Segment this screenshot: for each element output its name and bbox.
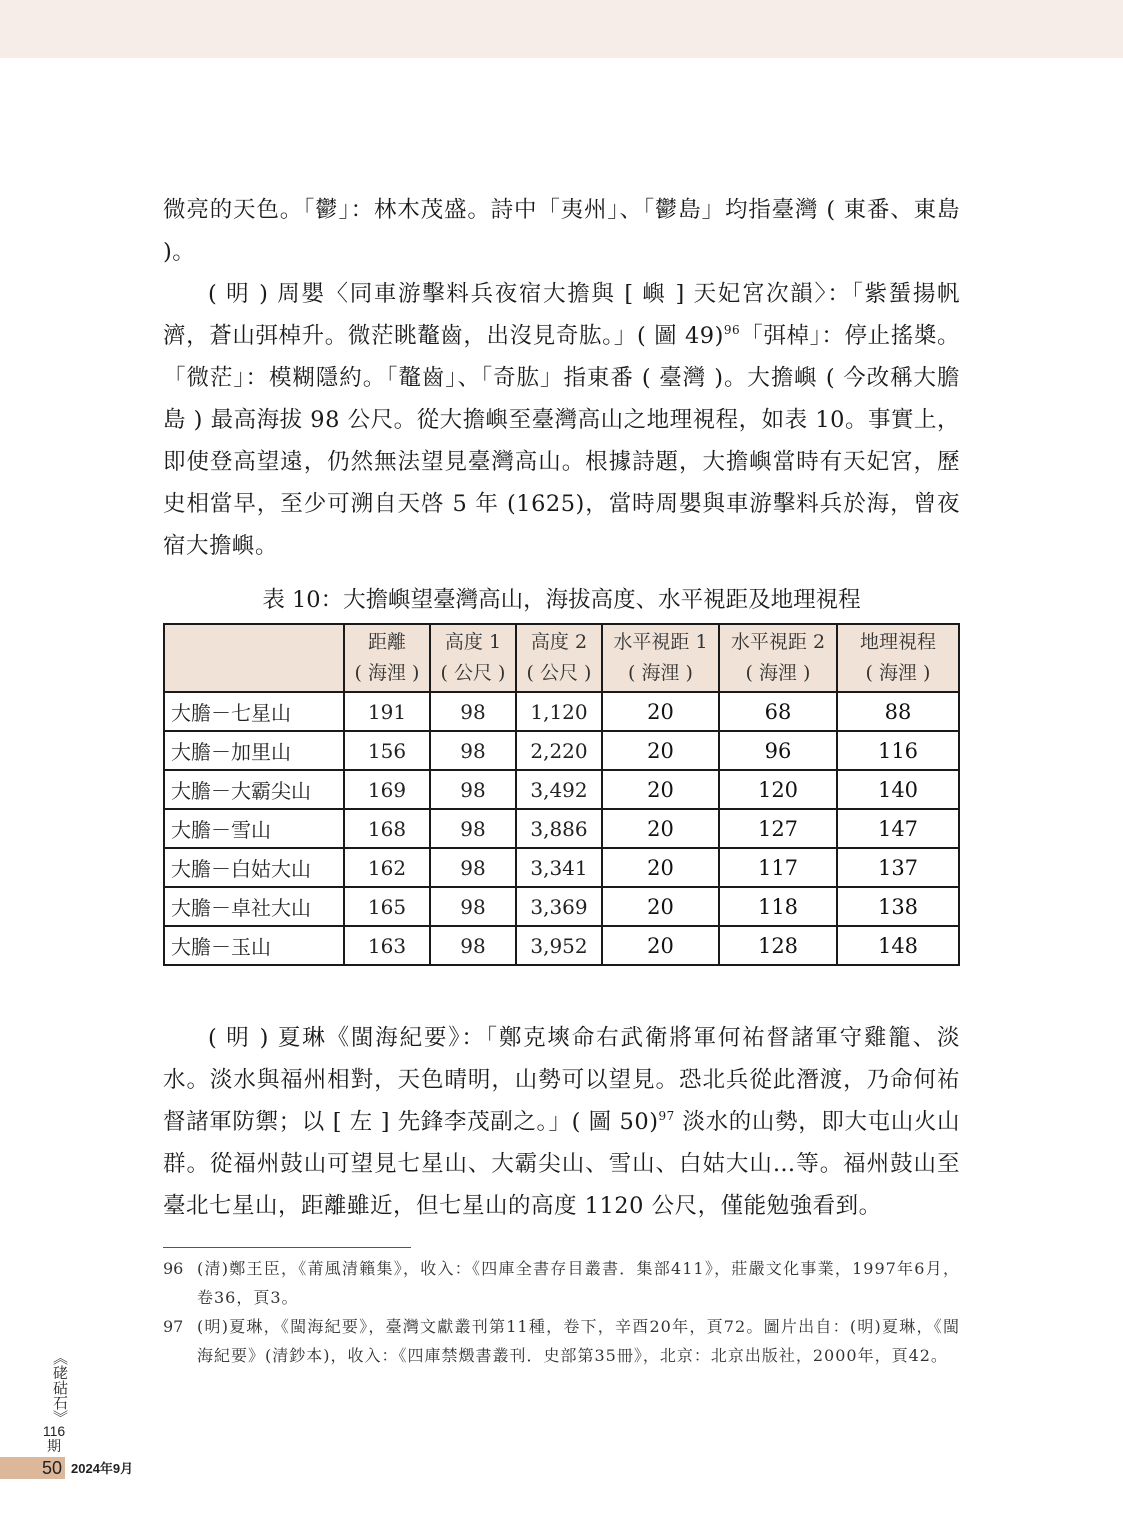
table-header-row <box>164 624 959 692</box>
issue-date: 2024年9月 <box>71 1461 134 1476</box>
height2-cell: 3,886 <box>516 809 602 848</box>
hvd1-cell: 20 <box>602 848 719 887</box>
footnote-text: (清)鄭王臣，《莆風清籟集》，收入：《四庫全書存目叢書．集部411》，莊嚴文化事業，1997年6月，卷36，頁3。 <box>197 1259 960 1307</box>
header-cell-height2: 高度 2 ( 公尺 ) <box>516 624 602 692</box>
route-cell: 大膽－七星山 <box>164 692 344 731</box>
route-cell: 大膽－雪山 <box>164 809 344 848</box>
table-body <box>164 692 959 965</box>
hvd1-cell: 20 <box>602 809 719 848</box>
geo-range-cell: 147 <box>837 809 959 848</box>
height1-cell: 98 <box>430 887 516 926</box>
route-cell: 大膽－白姑大山 <box>164 848 344 887</box>
hvd1-cell: 20 <box>602 770 719 809</box>
height2-cell: 3,341 <box>516 848 602 887</box>
header-band <box>0 0 1123 58</box>
height2-cell: 3,952 <box>516 926 602 965</box>
header-cell-route <box>164 624 344 692</box>
hvd2-cell: 117 <box>719 848 837 887</box>
page-number-badge <box>0 1457 65 1479</box>
height2-cell: 2,220 <box>516 731 602 770</box>
geo-range-cell: 148 <box>837 926 959 965</box>
footnote-97 <box>163 1312 960 1370</box>
distance-cell: 168 <box>344 809 430 848</box>
distance-cell: 162 <box>344 848 430 887</box>
hvd1-cell: 20 <box>602 887 719 926</box>
body-section-1 <box>163 189 960 567</box>
height2-cell: 1,120 <box>516 692 602 731</box>
route-cell: 大膽－卓社大山 <box>164 887 344 926</box>
paragraph-3-text-a: ( 明 ) 夏琳《閩海紀要》：「鄭克塽命右武衛將軍何祐督諸軍守雞籠、淡水。淡水與福州相對，天色晴明，山勢可以望見。恐北兵從此潛渡，乃命何祐督諸軍防禦；以 [ 左 ] 先鋒李茂副之。」( 圖 50) <box>163 1025 960 1135</box>
footnote-ref-97[interactable]: 97 <box>658 1109 675 1123</box>
distance-cell: 191 <box>344 692 430 731</box>
hvd2-cell: 120 <box>719 770 837 809</box>
paragraph-1: 微亮的天色。「鬱」：林木茂盛。詩中「夷州」、「鬱島」均指臺灣 ( 東番、東島 )。 <box>163 197 960 265</box>
magazine-title: 《硓𥑮石》 <box>51 1350 69 1425</box>
paragraph-2 <box>163 273 960 567</box>
footnote-96 <box>163 1254 960 1312</box>
header-cell-height1: 高度 1 ( 公尺 ) <box>430 624 516 692</box>
geo-range-cell: 88 <box>837 692 959 731</box>
footnote-divider <box>163 1247 411 1248</box>
height1-cell: 98 <box>430 809 516 848</box>
distance-cell: 163 <box>344 926 430 965</box>
hvd2-cell: 68 <box>719 692 837 731</box>
distance-cell: 156 <box>344 731 430 770</box>
distance-cell: 169 <box>344 770 430 809</box>
header-cell-distance: 距離 ( 海浬 ) <box>344 624 430 692</box>
route-cell: 大膽－玉山 <box>164 926 344 965</box>
table-row <box>164 887 959 926</box>
hvd1-cell: 20 <box>602 926 719 965</box>
distance-cell: 165 <box>344 887 430 926</box>
height2-cell: 3,369 <box>516 887 602 926</box>
footnote-number: 97 <box>163 1317 184 1336</box>
table-caption: 表 10：大擔嶼望臺灣高山，海拔高度、水平視距及地理視程 <box>262 587 861 613</box>
height2-cell: 3,492 <box>516 770 602 809</box>
issue-suffix: 期 <box>47 1438 61 1454</box>
paragraph-3 <box>163 1017 960 1227</box>
table-row <box>164 926 959 965</box>
header-cell-geo-range: 地理視程 ( 海浬 ) <box>837 624 959 692</box>
geo-range-cell: 140 <box>837 770 959 809</box>
paragraph-2-text-b: 「弭棹」：停止搖槳。「微茫」：模糊隱約。「鼇齒」、「奇肱」指東番 ( 臺灣 )。大擔嶼 ( 今改稱大膽島 ) 最高海拔 98 公尺。從大擔嶼至臺灣高山之地理視程，如表 10。事實上，即使登高望遠，仍然無法望見臺灣高山。根據詩題，大擔嶼當時有天妃宮，歷史相當早，至少可溯自天啓 5 年 (1625)，當時周嬰與車游擊料兵於海，曾夜宿大擔嶼。 <box>163 323 960 559</box>
height1-cell: 98 <box>430 731 516 770</box>
body-section-2 <box>163 1017 960 1227</box>
height1-cell: 98 <box>430 770 516 809</box>
issue-number: 116 <box>42 1423 66 1439</box>
hvd2-cell: 128 <box>719 926 837 965</box>
table-row <box>164 809 959 848</box>
hvd2-cell: 118 <box>719 887 837 926</box>
height1-cell: 98 <box>430 692 516 731</box>
geo-range-cell: 138 <box>837 887 959 926</box>
route-cell: 大膽－加里山 <box>164 731 344 770</box>
footnote-ref-96[interactable]: 96 <box>723 323 741 337</box>
paragraph-3-text-b: 淡水的山勢，即大屯山火山群。從福州鼓山可望見七星山、大霸尖山、雪山、白姑大山…等。福州鼓山至臺北七星山，距離雖近，但七星山的高度 1120 公尺，僅能勉強看到。 <box>163 1109 960 1219</box>
footnote-text: (明)夏琳，《閩海紀要》，臺灣文獻叢刊第11種，卷下，辛酉20年，頁72。圖片出自：(明)夏琳，《閩海紀要》(清鈔本)，收入：《四庫禁燬書叢刊．史部第35冊》，北京：北京出版社，2000年，頁42。 <box>197 1317 960 1365</box>
hvd2-cell: 96 <box>719 731 837 770</box>
paragraph-2-text-a: ( 明 ) 周嬰〈同車游擊料兵夜宿大擔與 [ 嶼 ] 天妃宮次韻〉：「紫蜑揚帆濟，蒼山弭棹升。微茫眺鼇齒，出沒見奇肱。」( 圖 49) <box>163 281 960 349</box>
table-row <box>164 848 959 887</box>
geo-range-cell: 116 <box>837 731 959 770</box>
page-number: 50 <box>41 1458 62 1478</box>
table-row <box>164 770 959 809</box>
height1-cell: 98 <box>430 926 516 965</box>
geo-range-cell: 137 <box>837 848 959 887</box>
hvd2-cell: 127 <box>719 809 837 848</box>
header-cell-hvd1: 水平視距 1 ( 海浬 ) <box>602 624 719 692</box>
route-cell: 大膽－大霸尖山 <box>164 770 344 809</box>
table-row <box>164 692 959 731</box>
footnotes <box>163 1254 960 1370</box>
issue-label <box>36 1424 72 1454</box>
hvd1-cell: 20 <box>602 692 719 731</box>
table-row <box>164 731 959 770</box>
header-cell-hvd2: 水平視距 2 ( 海浬 ) <box>719 624 837 692</box>
height1-cell: 98 <box>430 848 516 887</box>
hvd1-cell: 20 <box>602 731 719 770</box>
footnote-number: 96 <box>163 1259 184 1278</box>
sightline-table <box>163 623 960 966</box>
